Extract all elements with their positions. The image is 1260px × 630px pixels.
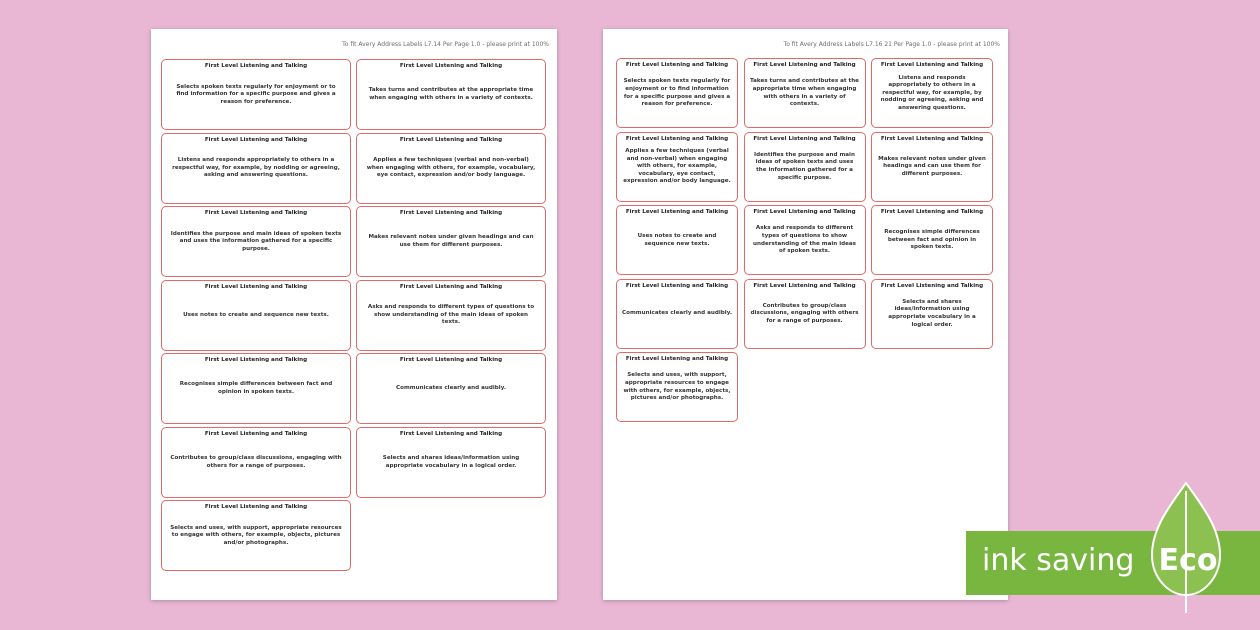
label-card (616, 132, 738, 202)
label-text: Selects spoken texts regularly for enjoyment or to find information for a specific purpose and gives a reason for preference. (623, 78, 731, 108)
label-title: First Level Listening and Talking (399, 210, 503, 216)
label-text: Identifies the purpose and main ideas of spoken texts and uses the information gathered for a specific purpose. (754, 151, 855, 181)
label-card (161, 427, 351, 498)
label-title: First Level Listening and Talking (204, 210, 308, 216)
page-preview-left (151, 29, 557, 600)
label-title: First Level Listening and Talking (625, 62, 729, 68)
label-text: Applies a few techniques (verbal and non-verbal) when engaging with others, for example, vocabulary, eye contact, expression and/or body language. (366, 157, 536, 179)
label-card (871, 58, 993, 128)
label-text: Contributes to group/class discussions, engaging with others for a range of purposes. (750, 302, 859, 324)
page-header: To fit Avery Address Labels L7.16 21 Per Page 1.0 - please print at 100% (783, 41, 1000, 48)
eco-word: Eco (1158, 543, 1218, 578)
label-text: Listens and responds appropriately to others in a respectful way, for example, by nodding or agreeing, asking and answering questions. (172, 157, 340, 179)
label-text: Contributes to group/class discussions, engaging with others for a range of purposes. (170, 454, 342, 469)
label-card (616, 58, 738, 128)
label-title: First Level Listening and Talking (625, 356, 729, 362)
label-card (161, 133, 351, 204)
label-text: Takes turns and contributes at the appropriate time when engaging with others in a variety of contexts. (368, 87, 534, 101)
label-title: First Level Listening and Talking (399, 430, 503, 437)
label-title: First Level Listening and Talking (625, 135, 729, 142)
label-card (744, 205, 866, 275)
label-card (744, 279, 866, 349)
label-title: First Level Listening and Talking (204, 63, 308, 69)
label-text: Selects and uses, with support, appropriate resources to engage with others, for example, objects, pictures and/or photographs. (623, 372, 731, 402)
label-card (161, 500, 351, 571)
label-title: First Level Listening and Talking (204, 357, 308, 363)
label-title: First Level Listening and Talking (880, 62, 984, 68)
label-text: Recognises simple differences between fact and opinion in spoken texts. (884, 229, 980, 251)
label-title: First Level Listening and Talking (625, 282, 729, 289)
label-card (161, 280, 351, 351)
label-text: Takes turns and contributes at the appropriate time when engaging with others in a variety of contexts. (750, 78, 859, 108)
label-title: First Level Listening and Talking (204, 504, 308, 510)
label-card (616, 352, 738, 422)
label-card (356, 427, 546, 498)
label-title: First Level Listening and Talking (880, 209, 984, 215)
label-text: Makes relevant notes under given headings and can use them for different purposes. (368, 234, 534, 248)
label-card (616, 279, 738, 349)
label-title: First Level Listening and Talking (204, 136, 308, 143)
label-text: Selects and shares ideas/information using appropriate vocabulary in a logical order. (888, 298, 976, 328)
label-card (161, 59, 351, 130)
label-card (871, 279, 993, 349)
label-title: First Level Listening and Talking (625, 209, 729, 215)
label-text: Identifies the purpose and main ideas of spoken texts and uses the information gathered for a specific purpose. (170, 230, 342, 252)
label-title: First Level Listening and Talking (753, 62, 856, 68)
label-title: First Level Listening and Talking (204, 430, 308, 437)
page-header: To fit Avery Address Labels L7.14 Per Page 1.0 - please print at 100% (342, 41, 549, 48)
label-title: First Level Listening and Talking (399, 283, 503, 290)
label-card (616, 205, 738, 275)
label-card (871, 132, 993, 202)
label-text: Asks and responds to different types of questions to show understanding of the main ideas of spoken texts. (367, 304, 535, 326)
label-text: Uses notes to create and sequence new texts. (183, 311, 329, 318)
label-text: Makes relevant notes under given headings and can use them for different purposes. (878, 155, 986, 177)
label-text: Asks and responds to different types of questions to show understanding of the main ideas of spoken texts. (752, 225, 857, 255)
label-text: Recognises simple differences between fact and opinion in spoken texts. (179, 381, 333, 395)
label-text: Applies a few techniques (verbal and non-verbal) when engaging with others, for example, vocabulary, eye contact, expression and/or body language. (623, 148, 731, 185)
label-text: Communicates clearly and audibly. (396, 385, 506, 392)
label-title: First Level Listening and Talking (399, 63, 503, 69)
label-text: Selects spoken texts regularly for enjoyment or to find information for a specific purpose and gives a reason for preference. (176, 83, 336, 105)
label-card (356, 353, 546, 424)
label-title: First Level Listening and Talking (399, 136, 503, 143)
label-card (744, 58, 866, 128)
label-card (161, 206, 351, 277)
label-text: Communicates clearly and audibly. (622, 310, 732, 317)
label-title: First Level Listening and Talking (753, 282, 856, 289)
label-title: First Level Listening and Talking (399, 357, 503, 363)
label-card (356, 280, 546, 351)
label-text: Selects and shares ideas/information using appropriate vocabulary in a logical order. (382, 454, 520, 469)
label-card (356, 133, 546, 204)
label-title: First Level Listening and Talking (753, 135, 856, 142)
label-card (871, 205, 993, 275)
label-card (744, 132, 866, 202)
label-card (356, 206, 546, 277)
label-card (161, 353, 351, 424)
label-title: First Level Listening and Talking (880, 282, 984, 289)
label-text: Selects and uses, with support, appropriate resources to engage with others, for example, objects, pictures and/or photographs. (170, 524, 342, 546)
label-title: First Level Listening and Talking (753, 209, 856, 215)
label-title: First Level Listening and Talking (880, 135, 984, 142)
label-text: Uses notes to create and sequence new texts. (637, 232, 717, 247)
label-card (356, 59, 546, 130)
label-text: Listens and responds appropriately to others in a respectful way, for example, by nodding or agreeing, asking and answering questions. (880, 74, 984, 111)
label-title: First Level Listening and Talking (204, 283, 308, 290)
ink-saving-text: ink saving (982, 543, 1135, 578)
page-preview-right (603, 29, 1008, 600)
